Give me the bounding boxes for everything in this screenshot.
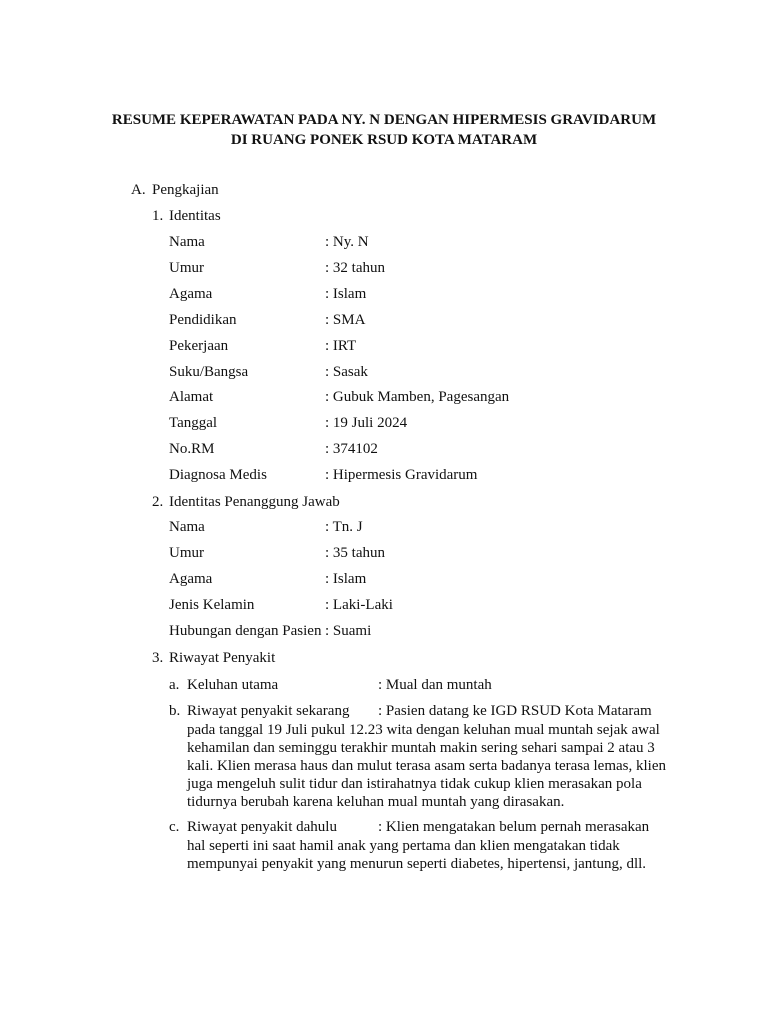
penanggung-jawab-row-label: Umur bbox=[169, 545, 204, 561]
riwayat-dahulu-first-line: : Klien mengatakan belum pernah merasakan bbox=[378, 819, 650, 835]
paragraph-line: mempunyai penyakit yang menurun seperti diabetes, hipertensi, jantung, dll. bbox=[187, 856, 647, 872]
penanggung-jawab-row-label: Agama bbox=[169, 571, 213, 587]
section-a-marker: A. bbox=[131, 182, 146, 198]
identitas-row-value: : Gubuk Mamben, Pagesangan bbox=[325, 389, 510, 405]
penanggung-jawab-label: Identitas Penanggung Jawab bbox=[169, 494, 340, 510]
identitas-marker: 1. bbox=[152, 208, 164, 224]
keluhan-utama-value: : Mual dan muntah bbox=[378, 677, 492, 693]
identitas-row-value: : IRT bbox=[325, 338, 357, 354]
identitas-row-value: : 32 tahun bbox=[325, 260, 385, 276]
identitas-row-label: Umur bbox=[169, 260, 204, 276]
riwayat-sekarang-marker: b. bbox=[169, 703, 181, 719]
penanggung-jawab-row-value: : Tn. J bbox=[325, 519, 363, 535]
identitas-row-label: Suku/Bangsa bbox=[169, 364, 249, 380]
identitas-row-label: Pendidikan bbox=[169, 312, 237, 328]
riwayat-sekarang-first-line: : Pasien datang ke IGD RSUD Kota Mataram bbox=[378, 703, 652, 719]
document-title bbox=[0, 110, 768, 150]
riwayat-sekarang-label: Riwayat penyakit sekarang bbox=[187, 703, 350, 719]
section-a-label: Pengkajian bbox=[152, 182, 219, 198]
riwayat-dahulu-marker: c. bbox=[169, 819, 180, 835]
penanggung-jawab-row-label: Hubungan dengan Pasien bbox=[169, 623, 322, 639]
identitas-row-value: : Islam bbox=[325, 286, 367, 302]
riwayat-marker: 3. bbox=[152, 650, 164, 666]
riwayat-dahulu-paragraph bbox=[187, 837, 677, 873]
penanggung-jawab-row-value: : Islam bbox=[325, 571, 367, 587]
identitas-row-label: Pekerjaan bbox=[169, 338, 229, 354]
riwayat-sekarang-paragraph bbox=[187, 721, 677, 811]
identitas-row-value: : Sasak bbox=[325, 364, 368, 380]
identitas-row-value: : SMA bbox=[325, 312, 366, 328]
title-line-2: DI RUANG PONEK RSUD KOTA MATARAM bbox=[230, 132, 538, 148]
identitas-row-value: : Ny. N bbox=[325, 234, 369, 250]
identitas-row-label: Alamat bbox=[169, 389, 214, 405]
title-line-1: RESUME KEPERAWATAN PADA NY. N DENGAN HIPERMESIS GRAVIDARUM bbox=[111, 112, 657, 128]
paragraph-line: kehamilan dan seminggu terakhir muntah makin sering sehari sampai 2 atau 3 bbox=[187, 740, 655, 756]
penanggung-jawab-marker: 2. bbox=[152, 494, 164, 510]
paragraph-line: pada tanggal 19 Juli pukul 12.23 wita dengan keluhan mual muntah sejak awal bbox=[187, 722, 660, 738]
paragraph-line: tidurnya berubah karena keluhan mual muntah yang dirasakan. bbox=[187, 794, 565, 810]
keluhan-utama-marker: a. bbox=[169, 677, 180, 693]
identitas-row-label: Tanggal bbox=[169, 415, 218, 431]
identitas-row-value: : 19 Juli 2024 bbox=[325, 415, 408, 431]
identitas-row-value: : Hipermesis Gravidarum bbox=[325, 467, 478, 483]
paragraph-line: juga mengeluh sulit tidur dan istirahatnya tidak cukup klien merasakan pola bbox=[187, 776, 642, 792]
identitas-row-label: No.RM bbox=[169, 441, 215, 457]
penanggung-jawab-row-value: : 35 tahun bbox=[325, 545, 385, 561]
identitas-label: Identitas bbox=[169, 208, 221, 224]
penanggung-jawab-row-value: : Suami bbox=[325, 623, 372, 639]
identitas-row-value: : 374102 bbox=[325, 441, 378, 457]
riwayat-label: Riwayat Penyakit bbox=[169, 650, 276, 666]
identitas-row-label: Nama bbox=[169, 234, 205, 250]
identitas-row-label: Diagnosa Medis bbox=[169, 467, 267, 483]
riwayat-dahulu-label: Riwayat penyakit dahulu bbox=[187, 819, 337, 835]
paragraph-line: kali. Klien merasa haus dan mulut terasa asam serta badanya terasa lemas, klien bbox=[187, 758, 666, 774]
paragraph-line: hal seperti ini saat hamil anak yang pertama dan klien mengatakan tidak bbox=[187, 838, 620, 854]
penanggung-jawab-row-value: : Laki-Laki bbox=[325, 597, 393, 613]
penanggung-jawab-row-label: Nama bbox=[169, 519, 205, 535]
identitas-row-label: Agama bbox=[169, 286, 213, 302]
penanggung-jawab-row-label: Jenis Kelamin bbox=[169, 597, 255, 613]
keluhan-utama-label: Keluhan utama bbox=[187, 677, 279, 693]
